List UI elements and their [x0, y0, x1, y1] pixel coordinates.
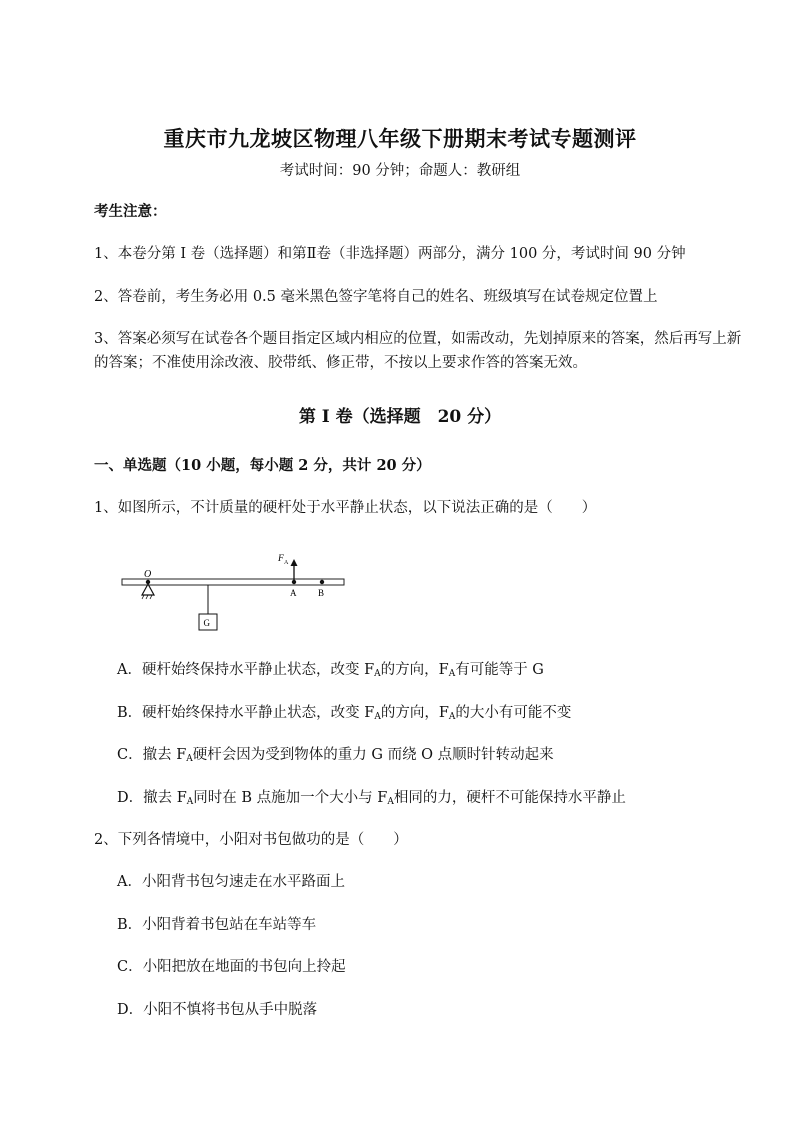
lever-diagram	[118, 545, 358, 635]
q2-option-b: B．小阳背着书包站在车站等车	[117, 917, 317, 933]
label-g: G	[203, 618, 210, 628]
lever-bar	[122, 579, 344, 585]
q2-option-a: A．小阳背书包匀速走在水平路面上	[117, 874, 345, 890]
notice-item-1: 1、本卷分第 I 卷（选择题）和第Ⅱ卷（非选择题）两部分，满分 100 分，考试时间 90 分钟	[94, 246, 686, 262]
question-2-stem: 2、下列各情境中，小阳对书包做功的是（ ）	[94, 832, 408, 848]
label-fa-sub: A	[284, 560, 289, 566]
exam-info: 考试时间：90 分钟；命题人：教研组	[279, 163, 521, 179]
notice-item-2: 2、答卷前，考生务必用 0.5 毫米黑色签字笔将自己的姓名、班级填写在试卷规定位置上	[94, 289, 658, 305]
section-title: 第 I 卷（选择题 20 分）	[298, 407, 502, 427]
label-b: B	[318, 588, 325, 598]
label-fa: F	[278, 554, 284, 564]
q1-option-b: B．硬杆始终保持水平静止状态，改变 $F_A$的方向，$F_A$的大小有可能不变	[117, 705, 572, 722]
fulcrum-triangle-icon	[142, 584, 154, 595]
part-heading: 一、单选题（10 小题，每小题 2 分，共计 20 分）	[94, 457, 431, 474]
q1-option-d: D．撤去 $F_A$同时在 B 点施加一个大小与 $F_A$相同的力，硬杆不可能保持水平静止	[117, 790, 626, 807]
point-b	[320, 580, 324, 584]
q2-option-d: D．小阳不慎将书包从手中脱落	[117, 1002, 318, 1018]
q2-option-c: C．小阳把放在地面的书包向上拎起	[117, 959, 346, 975]
force-arrow-head-icon	[291, 559, 298, 566]
notice-heading: 考生注意：	[94, 203, 167, 220]
notice-item-3: 3、答案必须写在试卷各个题目指定区域内相应的位置，如需改动，先划掉原来的答案，然后再写上新	[94, 331, 742, 347]
label-o: O	[144, 569, 152, 580]
label-a: A	[290, 588, 297, 598]
q1-option-a: A．硬杆始终保持水平静止状态，改变 $F_A$的方向，$F_A$有可能等于 G	[117, 662, 544, 679]
point-a	[292, 580, 296, 584]
question-1-stem: 1、如图所示，不计质量的硬杆处于水平静止状态，以下说法正确的是（ ）	[94, 500, 597, 516]
q1-option-c: C．撤去 $F_A$硬杆会因为受到物体的重力 G 而绕 O 点顺时针转动起来	[117, 747, 554, 764]
notice-item-3-cont: 的答案；不准使用涂改液、胶带纸、修正带，不按以上要求作答的答案无效。	[94, 355, 587, 371]
page-title: 重庆市九龙坡区物理八年级下册期末考试专题测评	[163, 126, 637, 151]
